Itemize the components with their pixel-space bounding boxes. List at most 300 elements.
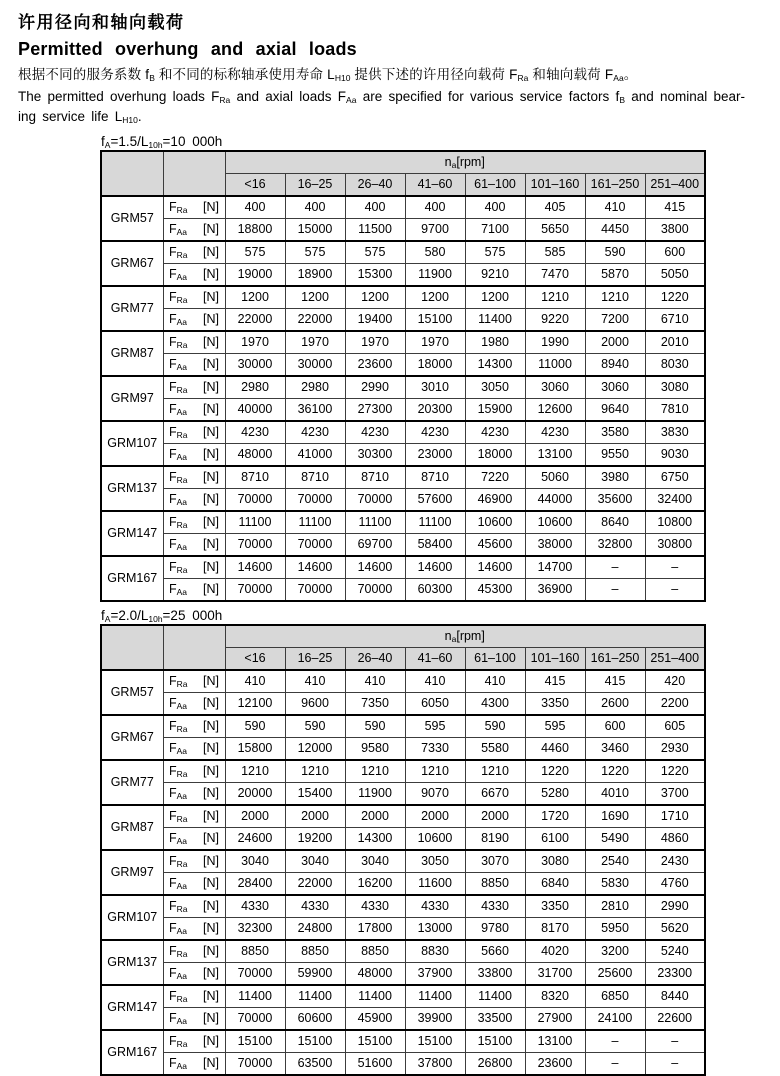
- value-cell: 2990: [645, 895, 705, 918]
- model-cell: GRM57: [101, 196, 163, 241]
- value-cell: 69700: [345, 533, 405, 556]
- value-cell: 8440: [645, 985, 705, 1008]
- value-cell: 3050: [405, 850, 465, 873]
- corner-cell-model: [101, 151, 163, 196]
- value-cell: 58400: [405, 533, 465, 556]
- unit-label: [N]: [203, 763, 219, 778]
- value-cell: 3460: [585, 737, 645, 760]
- value-cell: 1200: [465, 286, 525, 309]
- load-symbol: $F_{Ra}$: [169, 898, 188, 914]
- load-label-cell: [163, 398, 225, 421]
- unit-label: [N]: [203, 740, 219, 755]
- load-symbol: $F_{Ra}$: [169, 289, 188, 305]
- value-cell: 8850: [465, 872, 525, 895]
- load-symbol: $F_{Ra}$: [169, 718, 188, 734]
- load-symbol: $F_{Aa}$: [169, 830, 188, 846]
- value-cell: 7100: [465, 218, 525, 241]
- load-symbol: $F_{Ra}$: [169, 1033, 188, 1049]
- value-cell: 32300: [225, 917, 285, 940]
- unit-label: [N]: [203, 559, 219, 574]
- value-cell: 8190: [465, 827, 525, 850]
- value-cell: 14600: [345, 556, 405, 579]
- value-cell: 6100: [525, 827, 585, 850]
- value-cell: 22000: [285, 308, 345, 331]
- model-cell: GRM137: [101, 940, 163, 985]
- value-cell: 23300: [645, 962, 705, 985]
- corner-cell-load: [163, 151, 225, 196]
- value-cell: 575: [225, 241, 285, 264]
- unit-label: [N]: [203, 1010, 219, 1025]
- value-cell: 22600: [645, 1007, 705, 1030]
- value-cell: 1970: [405, 331, 465, 354]
- value-cell: 4010: [585, 782, 645, 805]
- value-cell: 5240: [645, 940, 705, 963]
- value-cell: 1980: [465, 331, 525, 354]
- corner-cell-model: [101, 625, 163, 670]
- na-rpm-header: $n_a[rpm]$: [225, 625, 705, 648]
- value-cell: 4460: [525, 737, 585, 760]
- value-cell: 2000: [285, 805, 345, 828]
- value-cell: 4330: [285, 895, 345, 918]
- value-cell: 32400: [645, 488, 705, 511]
- value-cell: 5650: [525, 218, 585, 241]
- unit-label: [N]: [203, 581, 219, 596]
- value-cell: 2000: [405, 805, 465, 828]
- unit-label: [N]: [203, 920, 219, 935]
- value-cell: 8850: [345, 940, 405, 963]
- load-label-cell: [163, 488, 225, 511]
- speed-col-header: 26–40: [345, 647, 405, 670]
- value-cell: 70000: [345, 578, 405, 601]
- value-cell: 2990: [345, 376, 405, 399]
- speed-col-header: 61–100: [465, 173, 525, 196]
- value-cell: 12100: [225, 692, 285, 715]
- value-cell: 18800: [225, 218, 285, 241]
- value-cell: 13100: [525, 443, 585, 466]
- value-cell: 41000: [285, 443, 345, 466]
- value-cell: 3060: [525, 376, 585, 399]
- value-cell: 595: [525, 715, 585, 738]
- value-cell: 14300: [465, 353, 525, 376]
- value-cell: 1720: [525, 805, 585, 828]
- load-label-cell: [163, 1007, 225, 1030]
- value-cell: 5050: [645, 263, 705, 286]
- value-cell: 5830: [585, 872, 645, 895]
- value-cell: 60300: [405, 578, 465, 601]
- value-cell: 400: [465, 196, 525, 219]
- value-cell: 28400: [225, 872, 285, 895]
- model-cell: GRM77: [101, 760, 163, 805]
- value-cell: 2540: [585, 850, 645, 873]
- value-cell: 415: [525, 670, 585, 693]
- value-cell: 590: [465, 715, 525, 738]
- value-cell: 30000: [285, 353, 345, 376]
- value-cell: 5060: [525, 466, 585, 489]
- load-table-section-1: [100, 134, 764, 602]
- value-cell: 48000: [225, 443, 285, 466]
- value-cell: 11100: [285, 511, 345, 534]
- value-cell: 15300: [345, 263, 405, 286]
- value-cell: –: [585, 1030, 645, 1053]
- value-cell: 9030: [645, 443, 705, 466]
- page-title-en: Permitted overhung and axial loads: [18, 39, 357, 59]
- load-symbol: $F_{Ra}$: [169, 943, 188, 959]
- model-cell: GRM67: [101, 715, 163, 760]
- unit-label: [N]: [203, 785, 219, 800]
- value-cell: –: [645, 556, 705, 579]
- value-cell: 1210: [465, 760, 525, 783]
- model-cell: GRM77: [101, 286, 163, 331]
- value-cell: 400: [225, 196, 285, 219]
- load-symbol: $F_{Ra}$: [169, 988, 188, 1004]
- unit-label: [N]: [203, 718, 219, 733]
- value-cell: 8940: [585, 353, 645, 376]
- value-cell: 590: [225, 715, 285, 738]
- load-symbol: $F_{Aa}$: [169, 695, 188, 711]
- value-cell: 1210: [405, 760, 465, 783]
- value-cell: 30800: [645, 533, 705, 556]
- value-cell: 6710: [645, 308, 705, 331]
- value-cell: 1200: [225, 286, 285, 309]
- table-caption: $f_A=2.0/L_{10h}=25$ 000h: [101, 607, 223, 624]
- unit-label: [N]: [203, 491, 219, 506]
- value-cell: 6850: [585, 985, 645, 1008]
- load-symbol: $F_{Aa}$: [169, 1010, 188, 1026]
- value-cell: 3350: [525, 692, 585, 715]
- value-cell: 8030: [645, 353, 705, 376]
- value-cell: 3800: [645, 218, 705, 241]
- value-cell: 31700: [525, 962, 585, 985]
- load-symbol: $F_{Aa}$: [169, 740, 188, 756]
- value-cell: 11900: [405, 263, 465, 286]
- unit-label: [N]: [203, 266, 219, 281]
- value-cell: 25600: [585, 962, 645, 985]
- model-cell: GRM97: [101, 376, 163, 421]
- speed-col-header: 61–100: [465, 647, 525, 670]
- value-cell: 13000: [405, 917, 465, 940]
- value-cell: 8640: [585, 511, 645, 534]
- value-cell: 7350: [345, 692, 405, 715]
- value-cell: 4230: [345, 421, 405, 444]
- value-cell: 70000: [285, 488, 345, 511]
- unit-label: [N]: [203, 424, 219, 439]
- value-cell: 5490: [585, 827, 645, 850]
- value-cell: –: [645, 1030, 705, 1053]
- value-cell: 8170: [525, 917, 585, 940]
- speed-col-header: 251–400: [645, 647, 705, 670]
- value-cell: 12600: [525, 398, 585, 421]
- model-cell: GRM107: [101, 895, 163, 940]
- load-label-cell: [163, 286, 225, 309]
- load-symbol: $F_{Ra}$: [169, 244, 188, 260]
- load-symbol: $F_{Aa}$: [169, 446, 188, 462]
- load-symbol: $F_{Ra}$: [169, 334, 188, 350]
- value-cell: 3580: [585, 421, 645, 444]
- value-cell: 3040: [285, 850, 345, 873]
- value-cell: 15100: [465, 1030, 525, 1053]
- model-cell: GRM97: [101, 850, 163, 895]
- value-cell: 19000: [225, 263, 285, 286]
- speed-col-header: 16–25: [285, 173, 345, 196]
- value-cell: 3010: [405, 376, 465, 399]
- value-cell: 2000: [585, 331, 645, 354]
- value-cell: 590: [345, 715, 405, 738]
- value-cell: 18000: [405, 353, 465, 376]
- value-cell: 4230: [405, 421, 465, 444]
- value-cell: 5620: [645, 917, 705, 940]
- load-symbol: $F_{Ra}$: [169, 424, 188, 440]
- value-cell: 27300: [345, 398, 405, 421]
- value-cell: 36100: [285, 398, 345, 421]
- unit-label: [N]: [203, 469, 219, 484]
- value-cell: 3200: [585, 940, 645, 963]
- value-cell: 14300: [345, 827, 405, 850]
- value-cell: 605: [645, 715, 705, 738]
- unit-label: [N]: [203, 289, 219, 304]
- unit-label: [N]: [203, 965, 219, 980]
- value-cell: 24800: [285, 917, 345, 940]
- value-cell: 1210: [285, 760, 345, 783]
- value-cell: 10600: [465, 511, 525, 534]
- unit-label: [N]: [203, 1033, 219, 1048]
- value-cell: 410: [585, 196, 645, 219]
- load-symbol: $F_{Aa}$: [169, 266, 188, 282]
- value-cell: 1210: [345, 760, 405, 783]
- value-cell: 15100: [405, 308, 465, 331]
- value-cell: 3080: [645, 376, 705, 399]
- load-label-cell: [163, 263, 225, 286]
- value-cell: 15000: [285, 218, 345, 241]
- model-cell: GRM87: [101, 805, 163, 850]
- unit-label: [N]: [203, 221, 219, 236]
- value-cell: 4230: [465, 421, 525, 444]
- value-cell: 46900: [465, 488, 525, 511]
- value-cell: 3980: [585, 466, 645, 489]
- value-cell: 1690: [585, 805, 645, 828]
- load-label-cell: [163, 985, 225, 1008]
- load-label-cell: [163, 692, 225, 715]
- value-cell: 5950: [585, 917, 645, 940]
- value-cell: 5870: [585, 263, 645, 286]
- value-cell: 24600: [225, 827, 285, 850]
- value-cell: 70000: [225, 533, 285, 556]
- load-label-cell: [163, 353, 225, 376]
- value-cell: 3080: [525, 850, 585, 873]
- value-cell: 400: [285, 196, 345, 219]
- unit-label: [N]: [203, 244, 219, 259]
- model-cell: GRM67: [101, 241, 163, 286]
- unit-label: [N]: [203, 830, 219, 845]
- value-cell: 11600: [405, 872, 465, 895]
- value-cell: 22000: [285, 872, 345, 895]
- value-cell: 51600: [345, 1052, 405, 1075]
- unit-label: [N]: [203, 514, 219, 529]
- load-label-cell: [163, 533, 225, 556]
- load-symbol: $F_{Ra}$: [169, 559, 188, 575]
- value-cell: 6670: [465, 782, 525, 805]
- unit-label: [N]: [203, 356, 219, 371]
- page-title-zh: 许用径向和轴向载荷: [18, 13, 185, 32]
- load-label-cell: [163, 196, 225, 219]
- value-cell: 4330: [225, 895, 285, 918]
- value-cell: 15800: [225, 737, 285, 760]
- load-symbol: $F_{Aa}$: [169, 581, 188, 597]
- tables-container: [18, 134, 764, 1076]
- value-cell: 40000: [225, 398, 285, 421]
- value-cell: 410: [225, 670, 285, 693]
- unit-label: [N]: [203, 898, 219, 913]
- value-cell: 19400: [345, 308, 405, 331]
- value-cell: 4860: [645, 827, 705, 850]
- value-cell: –: [645, 1052, 705, 1075]
- value-cell: 11400: [405, 985, 465, 1008]
- value-cell: 1970: [345, 331, 405, 354]
- value-cell: 70000: [285, 578, 345, 601]
- value-cell: 14600: [465, 556, 525, 579]
- load-label-cell: [163, 872, 225, 895]
- value-cell: 22000: [225, 308, 285, 331]
- speed-col-header: 16–25: [285, 647, 345, 670]
- value-cell: 9550: [585, 443, 645, 466]
- value-cell: 9600: [285, 692, 345, 715]
- value-cell: 26800: [465, 1052, 525, 1075]
- model-cell: GRM87: [101, 331, 163, 376]
- value-cell: 11100: [225, 511, 285, 534]
- unit-label: [N]: [203, 875, 219, 890]
- value-cell: 3040: [345, 850, 405, 873]
- value-cell: 15100: [285, 1030, 345, 1053]
- load-label-cell: [163, 578, 225, 601]
- value-cell: 1210: [585, 286, 645, 309]
- value-cell: 1220: [525, 760, 585, 783]
- value-cell: 2810: [585, 895, 645, 918]
- speed-col-header: 101–160: [525, 647, 585, 670]
- load-symbol: $F_{Ra}$: [169, 763, 188, 779]
- unit-label: [N]: [203, 379, 219, 394]
- load-label-cell: [163, 511, 225, 534]
- value-cell: 2430: [645, 850, 705, 873]
- value-cell: 8320: [525, 985, 585, 1008]
- value-cell: 5580: [465, 737, 525, 760]
- value-cell: 59900: [285, 962, 345, 985]
- value-cell: –: [645, 578, 705, 601]
- value-cell: 595: [405, 715, 465, 738]
- value-cell: 30000: [225, 353, 285, 376]
- value-cell: 3700: [645, 782, 705, 805]
- value-cell: 30300: [345, 443, 405, 466]
- value-cell: 6840: [525, 872, 585, 895]
- value-cell: 10800: [645, 511, 705, 534]
- value-cell: 35600: [585, 488, 645, 511]
- value-cell: 4760: [645, 872, 705, 895]
- value-cell: 70000: [225, 1007, 285, 1030]
- loads-table: [100, 150, 706, 602]
- value-cell: 8710: [285, 466, 345, 489]
- na-rpm-header: $n_a[rpm]$: [225, 151, 705, 174]
- value-cell: 4450: [585, 218, 645, 241]
- load-label-cell: [163, 1030, 225, 1053]
- value-cell: 15100: [345, 1030, 405, 1053]
- load-symbol: $F_{Ra}$: [169, 514, 188, 530]
- value-cell: 2980: [285, 376, 345, 399]
- model-cell: GRM57: [101, 670, 163, 715]
- model-cell: GRM147: [101, 511, 163, 556]
- unit-label: [N]: [203, 988, 219, 1003]
- value-cell: 2600: [585, 692, 645, 715]
- speed-col-header: 101–160: [525, 173, 585, 196]
- value-cell: 4330: [465, 895, 525, 918]
- value-cell: 9070: [405, 782, 465, 805]
- value-cell: 38000: [525, 533, 585, 556]
- speed-col-header: <16: [225, 173, 285, 196]
- value-cell: 11100: [345, 511, 405, 534]
- value-cell: 24100: [585, 1007, 645, 1030]
- value-cell: 45600: [465, 533, 525, 556]
- value-cell: 590: [285, 715, 345, 738]
- load-label-cell: [163, 850, 225, 873]
- value-cell: 415: [585, 670, 645, 693]
- load-label-cell: [163, 308, 225, 331]
- value-cell: 9580: [345, 737, 405, 760]
- value-cell: 39900: [405, 1007, 465, 1030]
- value-cell: 1220: [645, 760, 705, 783]
- value-cell: 70000: [225, 1052, 285, 1075]
- load-label-cell: [163, 737, 225, 760]
- value-cell: 23600: [525, 1052, 585, 1075]
- value-cell: 45300: [465, 578, 525, 601]
- load-symbol: $F_{Ra}$: [169, 853, 188, 869]
- value-cell: 18000: [465, 443, 525, 466]
- value-cell: 20300: [405, 398, 465, 421]
- value-cell: 8710: [225, 466, 285, 489]
- description-zh: 根据不同的服务系数 $f_B$ 和不同的标称轴承使用寿命 $L_{H10}$ 提供下述的许用径向载荷 $F_{Ra}$ 和轴向载荷 $F_{Aa}$。: [18, 67, 638, 83]
- value-cell: 19200: [285, 827, 345, 850]
- value-cell: 405: [525, 196, 585, 219]
- value-cell: 10600: [525, 511, 585, 534]
- load-symbol: $F_{Aa}$: [169, 965, 188, 981]
- value-cell: 11400: [225, 985, 285, 1008]
- value-cell: 14600: [285, 556, 345, 579]
- value-cell: 3350: [525, 895, 585, 918]
- load-label-cell: [163, 805, 225, 828]
- load-symbol: $F_{Aa}$: [169, 356, 188, 372]
- value-cell: 2200: [645, 692, 705, 715]
- speed-col-header: 41–60: [405, 173, 465, 196]
- value-cell: 4330: [345, 895, 405, 918]
- value-cell: 575: [465, 241, 525, 264]
- value-cell: 4330: [405, 895, 465, 918]
- value-cell: 70000: [225, 488, 285, 511]
- value-cell: 11400: [465, 985, 525, 1008]
- load-label-cell: [163, 241, 225, 264]
- value-cell: 6750: [645, 466, 705, 489]
- value-cell: 3050: [465, 376, 525, 399]
- load-symbol: $F_{Aa}$: [169, 920, 188, 936]
- load-label-cell: [163, 466, 225, 489]
- value-cell: 32800: [585, 533, 645, 556]
- value-cell: 585: [525, 241, 585, 264]
- speed-col-header: 41–60: [405, 647, 465, 670]
- value-cell: 4230: [285, 421, 345, 444]
- value-cell: 5280: [525, 782, 585, 805]
- load-symbol: $F_{Ra}$: [169, 673, 188, 689]
- load-label-cell: [163, 782, 225, 805]
- value-cell: 1200: [405, 286, 465, 309]
- value-cell: 600: [585, 715, 645, 738]
- value-cell: 11100: [405, 511, 465, 534]
- value-cell: 590: [585, 241, 645, 264]
- value-cell: 15100: [225, 1030, 285, 1053]
